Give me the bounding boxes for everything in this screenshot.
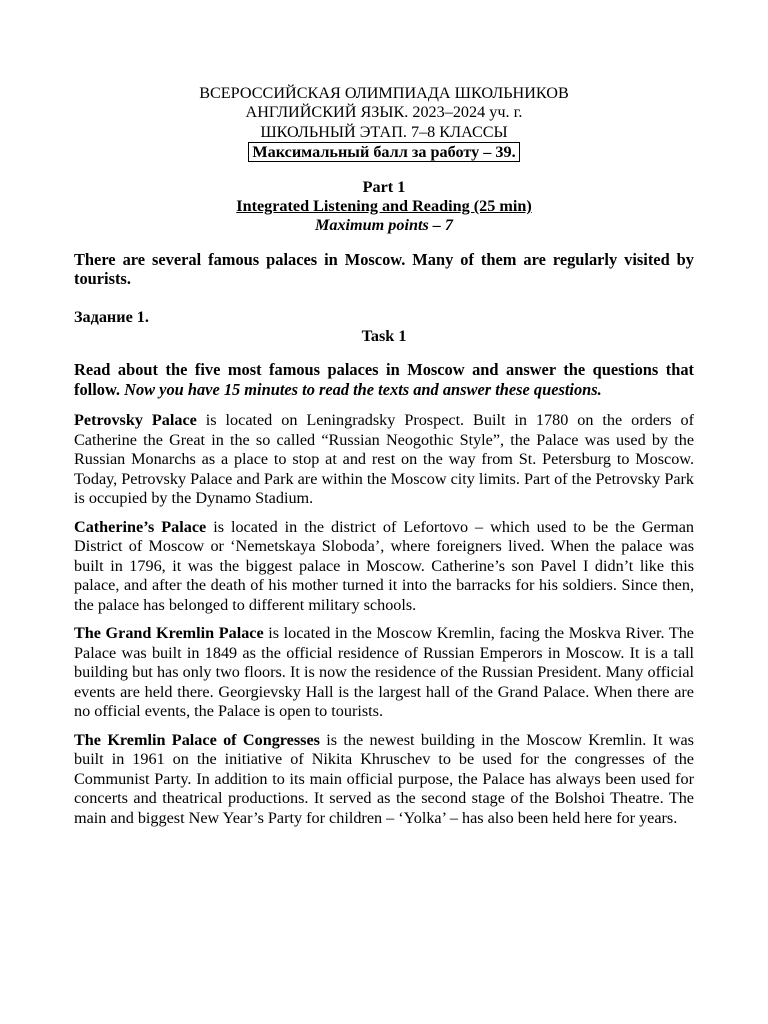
intro-text: There are several famous palaces in Moscow. Many of them are regularly visited by tourists. [74, 249, 694, 289]
olympiad-header [74, 84, 694, 163]
paragraph-catherines [74, 518, 694, 616]
max-score-box: Максимальный балл за работу – 39. [248, 142, 519, 162]
part-title: Part 1 [362, 177, 406, 196]
header-line-2: АНГЛИЙСКИЙ ЯЗЫК. 2023–2024 уч. г. [245, 103, 523, 122]
part-heading [74, 178, 694, 236]
header-line-3: ШКОЛЬНЫЙ ЭТАП. 7–8 КЛАССЫ [260, 122, 508, 141]
part-subtitle: Integrated Listening and Reading (25 min) [236, 197, 532, 216]
paragraph-congresses [74, 731, 694, 829]
palace-description: is located on Leningradsky Prospect. Built in 1780 on the orders of Catherine the Great in the so called “Russian Neogothic Style”, the Palace was used by the Russian Monarchs as a place to stop at and rest on the way from St. Petersburg to Moscow. Today, Petrovsky Palace and Park are within the Moscow city limits. Part of the Petrovsky Park is occupied by the Dynamo Stadium. [74, 411, 694, 508]
task-instruction [74, 360, 694, 399]
task-label-ru: Задание 1. [74, 307, 149, 326]
instruction-bold: Read about the five most famous palaces in Moscow and answer the questions that follow. [74, 360, 694, 399]
paragraph-grand-kremlin [74, 624, 694, 722]
task-label-en: Task 1 [361, 327, 407, 346]
document-page [74, 84, 694, 828]
palace-description: is the newest building in the Moscow Kremlin. It was built in 1961 on the initiative of Nikita Khruschev to be used for the congresses of the Communist Party. In addition to its main official purpose, the Palace has always been used for concerts and theatrical productions. It served as the second stage of the Bolshoi Theatre. The main and biggest New Year’s Party for children – ‘Yolka’ – has also been held here for years. [74, 730, 694, 827]
palace-name: The Kremlin Palace of Congresses [74, 730, 320, 749]
palace-description: is located in the district of Lefortovo – which used to be the German District of Moscow or ‘Nemetskaya Sloboda’, where foreigners lived. When the palace was built in 1796, it was the biggest palace in Moscow. Catherine’s son Pavel I didn’t like this palace, and after the death of his mother turned it into the barracks for his soldiers. Since then, the palace has belonged to different military schools. [74, 517, 694, 614]
palace-description: is located in the Moscow Kremlin, facing the Moskva River. The Palace was built in 1849 as the official residence of Russian Emperors in Moscow. It is a tall building but has only two floors. It is now the residence of the Russian President. Many official events are held there. Georgievsky Hall is the largest hall of the Grand Palace. When there are no official events, the Palace is open to tourists. [74, 624, 694, 721]
palace-name: The Grand Kremlin Palace [74, 624, 264, 643]
part-points: Maximum points – 7 [314, 216, 454, 235]
palace-name: Petrovsky Palace [74, 411, 197, 430]
instruction-italic: Now you have 15 minutes to read the texts and answer these questions. [124, 379, 602, 399]
palace-name: Catherine’s Palace [74, 517, 207, 536]
paragraph-petrovsky [74, 411, 694, 509]
header-line-1: ВСЕРОССИЙСКАЯ ОЛИМПИАДА ШКОЛЬНИКОВ [199, 84, 569, 102]
